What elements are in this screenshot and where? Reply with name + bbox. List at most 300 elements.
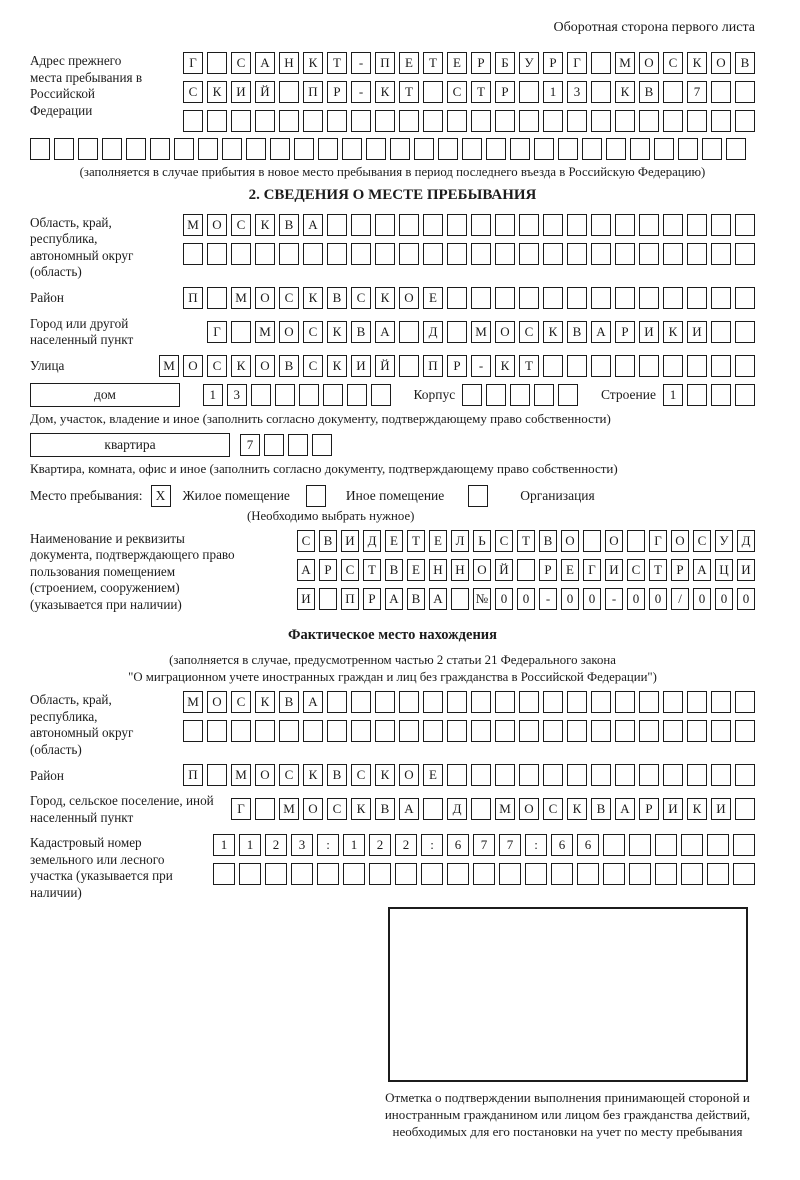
char-cell[interactable] [534, 138, 554, 160]
char-cell[interactable] [473, 863, 495, 885]
char-cell[interactable]: 2 [265, 834, 287, 856]
char-cell[interactable]: С [231, 52, 251, 74]
char-cell[interactable] [583, 530, 601, 552]
char-cell[interactable] [207, 764, 227, 786]
char-cell[interactable]: Г [207, 321, 227, 343]
char-cell[interactable] [447, 321, 467, 343]
char-cell[interactable]: 0 [715, 588, 733, 610]
char-cell[interactable] [499, 863, 521, 885]
char-cell[interactable]: М [255, 321, 275, 343]
char-cell[interactable] [615, 764, 635, 786]
char-cell[interactable] [447, 287, 467, 309]
char-cell[interactable] [423, 81, 443, 103]
char-cell[interactable] [591, 355, 611, 377]
char-cell[interactable] [726, 138, 746, 160]
char-cell[interactable]: О [255, 355, 275, 377]
char-cell[interactable] [447, 214, 467, 236]
char-cell[interactable]: Е [423, 287, 443, 309]
checkbox-residential[interactable]: X [151, 485, 171, 507]
char-cell[interactable] [399, 214, 419, 236]
char-cell[interactable]: Л [451, 530, 469, 552]
char-cell[interactable] [126, 138, 146, 160]
char-cell[interactable]: И [737, 559, 755, 581]
char-cell[interactable] [627, 530, 645, 552]
char-cell[interactable] [519, 691, 539, 713]
char-cell[interactable]: Т [471, 81, 491, 103]
char-cell[interactable]: И [341, 530, 359, 552]
char-cell[interactable]: Т [363, 559, 381, 581]
char-cell[interactable] [421, 863, 443, 885]
char-cell[interactable]: Т [517, 530, 535, 552]
char-cell[interactable]: Ь [473, 530, 491, 552]
char-cell[interactable] [687, 384, 707, 406]
char-cell[interactable] [663, 287, 683, 309]
char-cell[interactable] [711, 764, 731, 786]
char-cell[interactable] [711, 321, 731, 343]
char-cell[interactable] [687, 214, 707, 236]
char-cell[interactable]: А [693, 559, 711, 581]
char-cell[interactable] [207, 243, 227, 265]
char-cell[interactable]: А [303, 214, 323, 236]
char-cell[interactable] [495, 691, 515, 713]
char-cell[interactable]: Д [447, 798, 467, 820]
char-cell[interactable] [735, 384, 755, 406]
char-cell[interactable]: Р [543, 52, 563, 74]
char-cell[interactable]: В [279, 355, 299, 377]
char-cell[interactable] [150, 138, 170, 160]
char-cell[interactable] [395, 863, 417, 885]
char-cell[interactable]: А [255, 52, 275, 74]
char-cell[interactable] [303, 243, 323, 265]
char-cell[interactable] [639, 691, 659, 713]
char-cell[interactable] [591, 691, 611, 713]
char-cell[interactable]: Е [429, 530, 447, 552]
char-cell[interactable] [603, 863, 625, 885]
char-cell[interactable]: П [183, 287, 203, 309]
char-cell[interactable] [288, 434, 308, 456]
char-cell[interactable] [255, 798, 275, 820]
char-cell[interactable] [591, 720, 611, 742]
char-cell[interactable]: П [423, 355, 443, 377]
char-cell[interactable]: А [615, 798, 635, 820]
char-cell[interactable] [318, 138, 338, 160]
char-cell[interactable]: С [519, 321, 539, 343]
char-cell[interactable]: О [561, 530, 579, 552]
char-cell[interactable]: О [473, 559, 491, 581]
char-cell[interactable] [198, 138, 218, 160]
char-cell[interactable]: 6 [577, 834, 599, 856]
char-cell[interactable] [711, 691, 731, 713]
char-cell[interactable] [390, 138, 410, 160]
char-cell[interactable]: В [385, 559, 403, 581]
char-cell[interactable]: 0 [583, 588, 601, 610]
char-cell[interactable] [510, 138, 530, 160]
char-cell[interactable]: В [279, 691, 299, 713]
char-cell[interactable]: С [693, 530, 711, 552]
char-cell[interactable]: 6 [447, 834, 469, 856]
char-cell[interactable]: С [279, 287, 299, 309]
char-cell[interactable] [369, 863, 391, 885]
char-cell[interactable]: В [591, 798, 611, 820]
char-cell[interactable] [222, 138, 242, 160]
char-cell[interactable] [591, 287, 611, 309]
char-cell[interactable]: : [525, 834, 547, 856]
char-cell[interactable] [438, 138, 458, 160]
char-cell[interactable] [591, 110, 611, 132]
char-cell[interactable]: Т [399, 81, 419, 103]
char-cell[interactable] [303, 110, 323, 132]
char-cell[interactable] [543, 691, 563, 713]
char-cell[interactable] [275, 384, 295, 406]
char-cell[interactable] [735, 720, 755, 742]
char-cell[interactable] [663, 691, 683, 713]
char-cell[interactable] [711, 720, 731, 742]
char-cell[interactable] [447, 720, 467, 742]
char-cell[interactable]: М [615, 52, 635, 74]
char-cell[interactable]: С [279, 764, 299, 786]
char-cell[interactable] [519, 81, 539, 103]
char-cell[interactable] [567, 764, 587, 786]
char-cell[interactable] [606, 138, 626, 160]
char-cell[interactable] [558, 138, 578, 160]
char-cell[interactable]: В [351, 321, 371, 343]
char-cell[interactable]: Г [183, 52, 203, 74]
char-cell[interactable] [399, 110, 419, 132]
char-cell[interactable] [265, 863, 287, 885]
char-cell[interactable] [319, 588, 337, 610]
char-cell[interactable] [735, 764, 755, 786]
char-cell[interactable] [591, 243, 611, 265]
char-cell[interactable] [399, 243, 419, 265]
char-cell[interactable] [399, 720, 419, 742]
char-cell[interactable]: С [627, 559, 645, 581]
char-cell[interactable]: С [495, 530, 513, 552]
char-cell[interactable] [495, 720, 515, 742]
char-cell[interactable] [639, 764, 659, 786]
char-cell[interactable]: Д [737, 530, 755, 552]
char-cell[interactable] [231, 720, 251, 742]
char-cell[interactable]: О [207, 214, 227, 236]
char-cell[interactable]: Й [495, 559, 513, 581]
char-cell[interactable]: Р [447, 355, 467, 377]
char-cell[interactable] [495, 214, 515, 236]
char-cell[interactable]: К [303, 764, 323, 786]
char-cell[interactable]: Р [639, 798, 659, 820]
char-cell[interactable]: 0 [649, 588, 667, 610]
char-cell[interactable] [343, 863, 365, 885]
char-cell[interactable] [231, 321, 251, 343]
char-cell[interactable]: М [231, 764, 251, 786]
char-cell[interactable]: В [735, 52, 755, 74]
char-cell[interactable] [462, 384, 482, 406]
char-cell[interactable]: У [715, 530, 733, 552]
char-cell[interactable]: О [711, 52, 731, 74]
char-cell[interactable] [663, 214, 683, 236]
char-cell[interactable] [735, 287, 755, 309]
char-cell[interactable] [519, 243, 539, 265]
char-cell[interactable] [663, 355, 683, 377]
char-cell[interactable] [525, 863, 547, 885]
char-cell[interactable] [615, 720, 635, 742]
char-cell[interactable]: О [671, 530, 689, 552]
char-cell[interactable]: М [471, 321, 491, 343]
char-cell[interactable] [323, 384, 343, 406]
char-cell[interactable]: Е [561, 559, 579, 581]
checkbox-organization[interactable] [468, 485, 488, 507]
char-cell[interactable]: М [495, 798, 515, 820]
char-cell[interactable] [299, 384, 319, 406]
char-cell[interactable] [663, 720, 683, 742]
char-cell[interactable] [687, 243, 707, 265]
char-cell[interactable] [519, 720, 539, 742]
char-cell[interactable]: С [351, 287, 371, 309]
char-cell[interactable]: С [297, 530, 315, 552]
char-cell[interactable]: П [183, 764, 203, 786]
char-cell[interactable]: М [159, 355, 179, 377]
char-cell[interactable]: О [399, 764, 419, 786]
char-cell[interactable] [551, 863, 573, 885]
char-cell[interactable]: И [297, 588, 315, 610]
char-cell[interactable] [582, 138, 602, 160]
char-cell[interactable]: О [255, 287, 275, 309]
char-cell[interactable] [711, 287, 731, 309]
char-cell[interactable]: К [327, 355, 347, 377]
char-cell[interactable]: К [567, 798, 587, 820]
char-cell[interactable]: О [279, 321, 299, 343]
char-cell[interactable]: П [375, 52, 395, 74]
char-cell[interactable] [639, 214, 659, 236]
char-cell[interactable] [471, 691, 491, 713]
char-cell[interactable] [639, 110, 659, 132]
char-cell[interactable] [291, 863, 313, 885]
char-cell[interactable] [543, 355, 563, 377]
char-cell[interactable] [462, 138, 482, 160]
char-cell[interactable]: И [663, 798, 683, 820]
char-cell[interactable] [471, 764, 491, 786]
char-cell[interactable] [687, 110, 707, 132]
char-cell[interactable]: Р [327, 81, 347, 103]
char-cell[interactable]: О [399, 287, 419, 309]
char-cell[interactable]: А [385, 588, 403, 610]
char-cell[interactable] [735, 355, 755, 377]
char-cell[interactable]: Г [231, 798, 251, 820]
char-cell[interactable]: А [429, 588, 447, 610]
char-cell[interactable]: / [671, 588, 689, 610]
char-cell[interactable]: 1 [239, 834, 261, 856]
char-cell[interactable] [733, 863, 755, 885]
char-cell[interactable] [207, 720, 227, 742]
char-cell[interactable] [255, 110, 275, 132]
char-cell[interactable] [639, 287, 659, 309]
char-cell[interactable]: 7 [473, 834, 495, 856]
char-cell[interactable] [519, 110, 539, 132]
char-cell[interactable] [423, 798, 443, 820]
char-cell[interactable] [451, 588, 469, 610]
char-cell[interactable] [486, 384, 506, 406]
char-cell[interactable]: Е [399, 52, 419, 74]
char-cell[interactable] [342, 138, 362, 160]
char-cell[interactable]: Т [407, 530, 425, 552]
house-type-box[interactable]: дом [30, 383, 180, 407]
char-cell[interactable] [630, 138, 650, 160]
char-cell[interactable]: К [303, 287, 323, 309]
char-cell[interactable] [270, 138, 290, 160]
char-cell[interactable] [567, 214, 587, 236]
char-cell[interactable]: О [495, 321, 515, 343]
char-cell[interactable] [317, 863, 339, 885]
char-cell[interactable] [707, 863, 729, 885]
char-cell[interactable]: И [231, 81, 251, 103]
char-cell[interactable]: Т [423, 52, 443, 74]
char-cell[interactable] [735, 798, 755, 820]
char-cell[interactable] [711, 81, 731, 103]
char-cell[interactable] [687, 355, 707, 377]
char-cell[interactable]: В [375, 798, 395, 820]
char-cell[interactable] [577, 863, 599, 885]
char-cell[interactable] [655, 834, 677, 856]
char-cell[interactable]: С [183, 81, 203, 103]
char-cell[interactable] [534, 384, 554, 406]
char-cell[interactable]: С [327, 798, 347, 820]
char-cell[interactable] [423, 691, 443, 713]
char-cell[interactable]: А [297, 559, 315, 581]
char-cell[interactable]: К [231, 355, 251, 377]
char-cell[interactable] [639, 355, 659, 377]
char-cell[interactable] [629, 834, 651, 856]
char-cell[interactable]: С [303, 355, 323, 377]
char-cell[interactable]: А [303, 691, 323, 713]
char-cell[interactable]: К [663, 321, 683, 343]
char-cell[interactable] [655, 863, 677, 885]
char-cell[interactable]: Н [429, 559, 447, 581]
char-cell[interactable]: К [687, 798, 707, 820]
char-cell[interactable]: 2 [395, 834, 417, 856]
char-cell[interactable] [255, 243, 275, 265]
char-cell[interactable]: Т [649, 559, 667, 581]
char-cell[interactable] [471, 798, 491, 820]
char-cell[interactable]: К [375, 764, 395, 786]
char-cell[interactable]: 1 [343, 834, 365, 856]
char-cell[interactable] [486, 138, 506, 160]
char-cell[interactable] [510, 384, 530, 406]
char-cell[interactable]: 3 [227, 384, 247, 406]
char-cell[interactable]: 7 [499, 834, 521, 856]
char-cell[interactable] [629, 863, 651, 885]
char-cell[interactable] [423, 214, 443, 236]
char-cell[interactable]: К [543, 321, 563, 343]
char-cell[interactable]: О [639, 52, 659, 74]
char-cell[interactable]: С [207, 355, 227, 377]
char-cell[interactable] [495, 287, 515, 309]
char-cell[interactable]: : [317, 834, 339, 856]
char-cell[interactable]: - [351, 52, 371, 74]
char-cell[interactable]: В [327, 764, 347, 786]
char-cell[interactable] [471, 243, 491, 265]
char-cell[interactable]: И [351, 355, 371, 377]
char-cell[interactable] [351, 110, 371, 132]
char-cell[interactable] [735, 691, 755, 713]
char-cell[interactable] [312, 434, 332, 456]
char-cell[interactable] [558, 384, 578, 406]
char-cell[interactable] [447, 691, 467, 713]
char-cell[interactable]: И [605, 559, 623, 581]
char-cell[interactable] [711, 355, 731, 377]
char-cell[interactable] [471, 214, 491, 236]
char-cell[interactable] [519, 214, 539, 236]
char-cell[interactable]: С [341, 559, 359, 581]
char-cell[interactable] [371, 384, 391, 406]
char-cell[interactable]: С [543, 798, 563, 820]
char-cell[interactable] [687, 764, 707, 786]
char-cell[interactable]: Г [649, 530, 667, 552]
char-cell[interactable]: 1 [213, 834, 235, 856]
char-cell[interactable] [495, 110, 515, 132]
char-cell[interactable]: Р [471, 52, 491, 74]
char-cell[interactable]: 1 [203, 384, 223, 406]
char-cell[interactable]: Н [451, 559, 469, 581]
char-cell[interactable] [102, 138, 122, 160]
char-cell[interactable]: 0 [627, 588, 645, 610]
char-cell[interactable] [327, 720, 347, 742]
char-cell[interactable] [347, 384, 367, 406]
char-cell[interactable]: К [255, 691, 275, 713]
char-cell[interactable]: К [303, 52, 323, 74]
char-cell[interactable]: В [539, 530, 557, 552]
char-cell[interactable]: 0 [517, 588, 535, 610]
char-cell[interactable] [519, 287, 539, 309]
char-cell[interactable]: О [519, 798, 539, 820]
char-cell[interactable] [213, 863, 235, 885]
char-cell[interactable] [54, 138, 74, 160]
char-cell[interactable] [735, 214, 755, 236]
char-cell[interactable]: Б [495, 52, 515, 74]
char-cell[interactable]: - [539, 588, 557, 610]
char-cell[interactable] [255, 720, 275, 742]
char-cell[interactable] [375, 110, 395, 132]
char-cell[interactable]: 0 [737, 588, 755, 610]
char-cell[interactable] [399, 355, 419, 377]
char-cell[interactable]: В [319, 530, 337, 552]
char-cell[interactable] [231, 243, 251, 265]
char-cell[interactable] [663, 764, 683, 786]
char-cell[interactable]: А [399, 798, 419, 820]
char-cell[interactable] [399, 321, 419, 343]
char-cell[interactable]: П [341, 588, 359, 610]
char-cell[interactable] [567, 243, 587, 265]
char-cell[interactable]: Д [363, 530, 381, 552]
char-cell[interactable] [591, 81, 611, 103]
char-cell[interactable] [615, 110, 635, 132]
char-cell[interactable] [423, 243, 443, 265]
char-cell[interactable] [351, 691, 371, 713]
char-cell[interactable]: 3 [291, 834, 313, 856]
char-cell[interactable]: В [567, 321, 587, 343]
char-cell[interactable] [375, 243, 395, 265]
char-cell[interactable] [567, 720, 587, 742]
char-cell[interactable]: В [279, 214, 299, 236]
char-cell[interactable]: К [687, 52, 707, 74]
char-cell[interactable] [351, 720, 371, 742]
char-cell[interactable]: Т [519, 355, 539, 377]
char-cell[interactable]: О [255, 764, 275, 786]
char-cell[interactable] [30, 138, 50, 160]
char-cell[interactable]: 7 [687, 81, 707, 103]
char-cell[interactable]: Й [375, 355, 395, 377]
char-cell[interactable] [711, 214, 731, 236]
char-cell[interactable] [183, 720, 203, 742]
char-cell[interactable] [495, 243, 515, 265]
char-cell[interactable] [681, 863, 703, 885]
